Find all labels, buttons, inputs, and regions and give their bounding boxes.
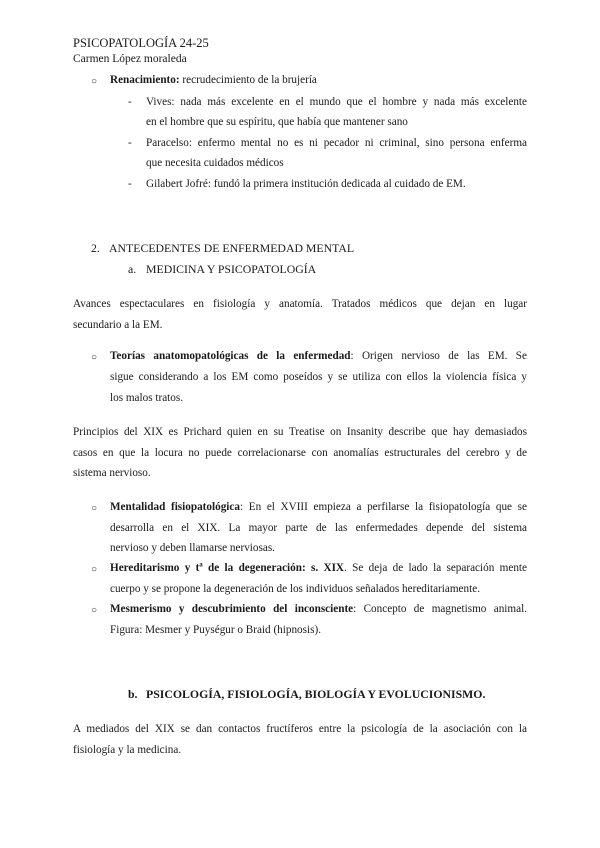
- paragraph-line: A mediados del XIX se dan contactos fructíferos entre la psicología de la asociación con la: [73, 724, 527, 735]
- header-author: Carmen López moraleda: [73, 53, 187, 65]
- paragraph-line: Principios del XIX es Prichard quien en su Treatise on Insanity describe que hay demasiados: [73, 427, 527, 438]
- list-item-line: Gilabert Jofré: fundó la primera institución dedicada al cuidado de EM.: [146, 178, 466, 190]
- list-item-line: [110, 502, 527, 513]
- subsection-title: MEDICINA Y PSICOPATOLOGÍA: [146, 262, 317, 276]
- list-item-line: en el hombre que su espíritu, que había que mantener sano: [146, 116, 408, 128]
- header-course: PSICOPATOLOGÍA 24-25: [73, 36, 209, 50]
- dash-bullet-icon: -: [128, 96, 132, 108]
- subsection-letter: a.: [128, 262, 137, 276]
- mentalidad-text: : En el XVIII empieza a perfilarse la fisiopatología que se: [239, 502, 527, 513]
- circle-bullet-icon: ○: [91, 564, 98, 575]
- paragraph-line: casos en que la locura no puede correlacionarse con anomalías estructurales del cerebro y de: [73, 448, 527, 459]
- list-item-line: los malos tratos.: [110, 392, 184, 404]
- circle-bullet-icon: ○: [91, 352, 98, 363]
- mentalidad-title: Mentalidad fisiopatológica: [110, 502, 240, 513]
- list-item-line: [110, 351, 527, 362]
- teorias-text: : Origen nervioso de las EM. Se: [350, 351, 527, 362]
- dash-bullet-icon: -: [128, 178, 132, 190]
- list-item-line: Vives: nada más excelente en el mundo que el hombre y nada más excelente: [146, 97, 527, 108]
- list-item-line: cuerpo y se propone la degeneración de los individuos señalados hereditariamente.: [110, 583, 480, 595]
- hereditarismo-title: Hereditarismo y tª de la degeneración: s. XIX: [110, 563, 345, 574]
- mesmerismo-title: Mesmerismo y descubrimiento del inconsciente: [110, 604, 354, 615]
- circle-bullet-icon: ○: [91, 605, 98, 616]
- list-item-line: que necesita cuidados médicos: [146, 157, 284, 169]
- list-item-line: Figura: Mesmer y Puységur o Braid (hipnosis).: [110, 624, 321, 636]
- list-item-line: nervioso y deben llamarse nerviosas.: [110, 542, 275, 554]
- section-number: 2.: [91, 241, 100, 255]
- list-item-line: Paracelso: enfermo mental no es ni pecador ni criminal, sino persona enferma: [146, 138, 527, 149]
- renacimiento-title: Renacimiento:: [110, 74, 180, 86]
- list-item-line: [110, 604, 527, 615]
- dash-bullet-icon: -: [128, 137, 132, 149]
- hereditarismo-text: . Se deja de lado la separación mente: [344, 563, 527, 574]
- mesmerismo-text: : Concepto de magnetismo animal.: [353, 604, 527, 615]
- paragraph-line: fisiología y la medicina.: [73, 744, 182, 756]
- teorias-title: Teorías anatomopatológicas de la enfermedad: [110, 351, 351, 362]
- paragraph-line: sistema nervioso.: [73, 467, 151, 479]
- circle-bullet-icon: ○: [91, 503, 98, 514]
- renacimiento-text: recrudecimiento de la brujería: [179, 74, 317, 86]
- paragraph-line: Avances espectaculares en fisiología y anatomía. Tratados médicos que dejan en lugar: [73, 299, 527, 310]
- subsection-letter: b.: [128, 687, 138, 701]
- subsection-title: PSICOLOGÍA, FISIOLOGÍA, BIOLOGÍA Y EVOLUCIONISMO.: [146, 687, 486, 701]
- renacimiento-line: [110, 75, 317, 86]
- list-item-line: sigue considerando a los EM como poseídos y se utiliza con ellos la violencia física y: [110, 372, 527, 383]
- section-title: ANTECEDENTES DE ENFERMEDAD MENTAL: [109, 241, 355, 255]
- paragraph-line: secundario a la EM.: [73, 319, 163, 331]
- list-item-line: desarrolla en el XIX. La mayor parte de las enfermedades depende del sistema: [110, 523, 527, 534]
- list-item-line: [110, 563, 527, 574]
- circle-bullet-icon: ○: [91, 76, 98, 87]
